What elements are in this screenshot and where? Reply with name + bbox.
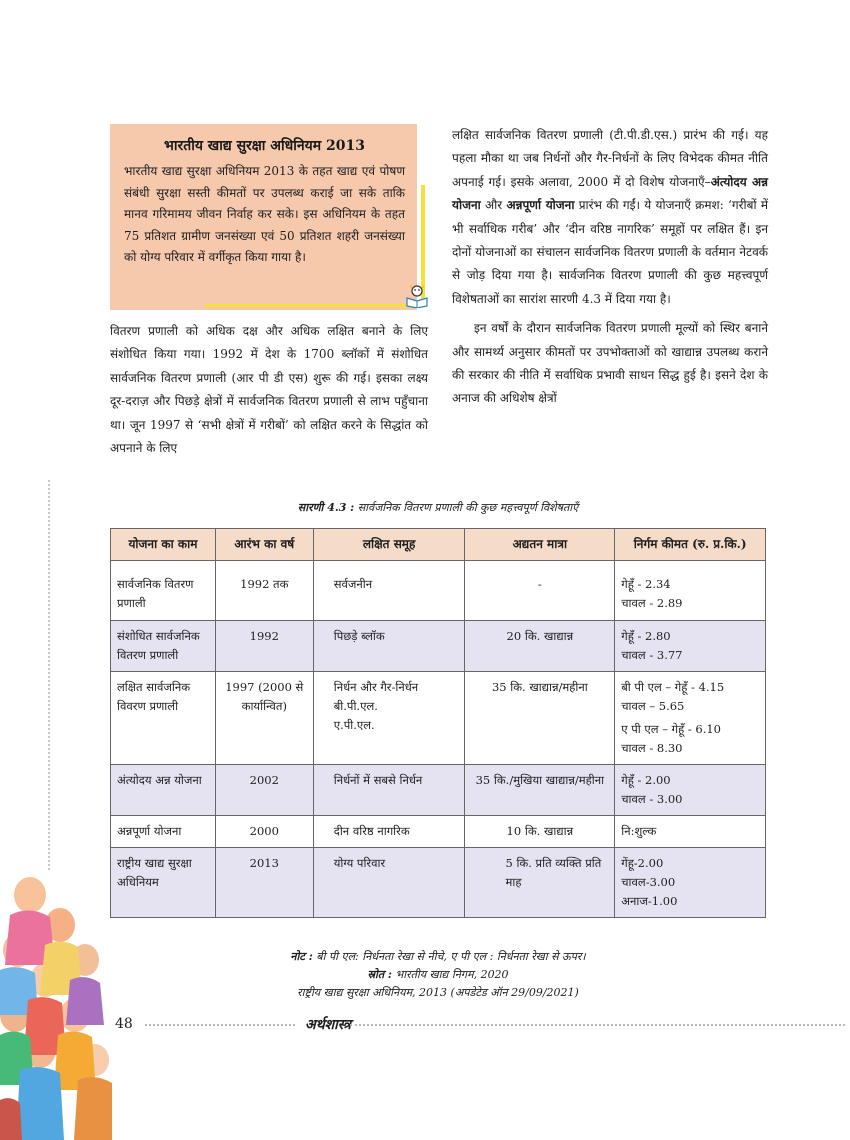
crowd-illustration — [0, 855, 112, 1140]
table-header-row — [111, 529, 766, 561]
cell-year: 1992 तक — [215, 561, 313, 621]
cell-qty: 10 कि. खाद्यान्न — [465, 816, 615, 848]
cell-group: सर्वजनीन — [313, 561, 465, 621]
right-paragraph-2: इन वर्षों के दौरान सार्वजनिक वितरण प्रणाली मूल्यों को स्थिर बनाने और सामर्थ्य अनुसार कीमतों पर उपभोक्ताओं को खाद्यान्न उपलब्ध कराने की सरकार की नीति में सर्वाधिक प्रभावी साधन सिद्ध हुई है। इसने देश के अनाज की अधिशेष क्षेत्रों — [452, 321, 768, 406]
cell-group: योग्य परिवार — [313, 848, 465, 918]
cell-price: बी पी एल – गेहूँ - 4.15 चावल – 5.65 ए पी एल – गेहूँ - 6.10 चावल - 8.30 — [615, 672, 766, 765]
source-line: स्रोत : भारतीय खाद्य निगम, 2020 — [367, 968, 509, 981]
cell-scheme: संशोधित सार्वजनिक वितरण प्रणाली — [111, 621, 216, 672]
table-row — [111, 765, 766, 816]
cell-scheme: लक्षित सार्वजनिक विवरण प्रणाली — [111, 672, 216, 765]
cell-year: 2002 — [215, 765, 313, 816]
source-line-2: राष्ट्रीय खाद्य सुरक्षा अधिनियम, 2013 (अपडेटेड ऑन 29/09/2021) — [297, 986, 579, 999]
cell-price: गेहूँ - 2.80 चावल - 3.77 — [615, 621, 766, 672]
left-column — [110, 320, 428, 460]
table-row — [111, 672, 766, 765]
cell-year: 2013 — [215, 848, 313, 918]
info-box — [110, 124, 417, 310]
cell-group: निर्धन और गैर-निर्धन बी.पी.एल. ए.पी.एल. — [313, 672, 465, 765]
table-row — [111, 816, 766, 848]
cell-qty: 5 कि. प्रति व्यक्ति प्रति माह — [465, 848, 615, 918]
annapurna-bold: अन्नपूर्णा योजना — [506, 198, 575, 213]
info-box-title: भारतीय खाद्य सुरक्षा अधिनियम 2013 — [164, 138, 365, 154]
info-box-body: भारतीय खाद्य सुरक्षा अधिनियम 2013 के तहत खाद्य एवं पोषण संबंधी सुरक्षा सस्ती कीमतों पर उपलब्ध कराई जा सके ताकि मानव गरिमामय जीवन निर्वाह कर सके। इस अधिनियम के तहत 75 प्रतिशत ग्रामीण जनसंख्या एवं 50 प्रतिशत शहरी जनसंख्या को योग्य परिवार में वर्गीकृत किया गाया है। — [124, 164, 405, 264]
cell-scheme: अंत्योदय अन्न योजना — [111, 765, 216, 816]
page-number: 48 — [115, 1016, 133, 1032]
cell-year: 1997 (2000 से कार्यान्वित) — [215, 672, 313, 765]
box-accent-underline — [205, 304, 421, 307]
footer-book-title: अर्थशास्त्र — [305, 1017, 351, 1033]
header-price: निर्गम कीमत (रु. प्र.कि.) — [615, 529, 766, 561]
header-group: लक्षित समूह — [313, 529, 465, 561]
cell-price: गेंहू-2.00 चावल-3.00 अनाज-1.00 — [615, 848, 766, 918]
cell-qty: - — [465, 561, 615, 621]
cell-qty: 35 कि./मुखिया खाद्यान्न/महीना — [465, 765, 615, 816]
cell-qty: 20 कि. खाद्यान्न — [465, 621, 615, 672]
note-line: नोट : बी पी एल: निर्धनता रेखा से नीचे, ए पी एल : निर्धनता रेखा से ऊपर। — [290, 950, 586, 963]
antyodaya-bold: अंत्योदय अन्न योजना — [452, 174, 769, 213]
cell-scheme: राष्ट्रीय खाद्य सुरक्षा अधिनियम — [111, 848, 216, 918]
right-column — [452, 124, 768, 411]
cell-group: दीन वरिष्ठ नागरिक — [313, 816, 465, 848]
footer-divider — [350, 1024, 845, 1026]
table-notes — [110, 948, 766, 1002]
table-caption — [110, 500, 766, 515]
cell-price: नि:शुल्क — [615, 816, 766, 848]
left-paragraph: वितरण प्रणाली को अधिक दक्ष और अधिक लक्षित बनाने के लिए संशोधित किया गया। 1992 में देश के 1700 ब्लॉकों में संशोधित सार्वजनिक वितरण प्रणाली (आर पी डी एस) शुरू की गई। इसका लक्ष्य दूर-दराज़ और पिछड़े क्षेत्रों में सार्वजनिक वितरण प्रणाली से लाभ पहुँचाना था। जून 1997 से ‘सभी क्षेत्रों में गरीबों’ को लक्षित करने के सिद्धांत को अपनाने के लिए — [110, 324, 428, 456]
header-quantity: अद्यतन मात्रा — [465, 529, 615, 561]
reader-icon — [404, 282, 430, 308]
table-caption-label: सारणी 4.3 : — [297, 501, 355, 514]
footer-divider — [145, 1024, 295, 1026]
table-row — [111, 848, 766, 918]
cell-price: गेहूँ - 2.34 चावल - 2.89 — [615, 561, 766, 621]
right-paragraph-1: लक्षित सार्वजनिक वितरण प्रणाली (टी.पी.डी.एस.) प्रारंभ की गई। यह पहला मौका था जब निर्धनों और गैर-निर्धनों के लिए विभेदक कीमत नीति अपनाई गई। इसके अलावा, 2000 में दो विशेष योजनाएँ–अंत्योदय अन्न योजना और अन्नपूर्णा योजना प्रारंभ की गईं। ये योजनाएँ क्रमश: ‘गरीबों में भी सर्वाधिक गरीब’ और ‘दीन वरिष्ठ नागरिक’ समूहों पर लक्षित हैं। इन दोनों योजनाओं का संचालन सार्वजनिक वितरण प्रणाली के वर्तमान नेटवर्क से जोड़ दिया गया है। सार्वजनिक वितरण प्रणाली की कुछ महत्त्वपूर्ण विशेषताओं का सारांश सारणी 4.3 में दिया गया है। — [452, 128, 769, 306]
pds-features-table — [110, 528, 766, 918]
cell-year: 2000 — [215, 816, 313, 848]
cell-group: निर्धनों में सबसे निर्धन — [313, 765, 465, 816]
table-row — [111, 561, 766, 621]
table-caption-text: सार्वजनिक वितरण प्रणाली की कुछ महत्त्वपूर्ण विशेषताएँ — [354, 501, 579, 514]
cell-price: गेहूँ - 2.00 चावल - 3.00 — [615, 765, 766, 816]
side-decorative-line — [48, 480, 50, 870]
cell-scheme: सार्वजनिक वितरण प्रणाली — [111, 561, 216, 621]
table-row — [111, 621, 766, 672]
cell-scheme: अन्नपूर्णा योजना — [111, 816, 216, 848]
header-year: आरंभ का वर्ष — [215, 529, 313, 561]
cell-qty: 35 कि. खाद्यान्न/महीना — [465, 672, 615, 765]
header-scheme: योजना का काम — [111, 529, 216, 561]
cell-group: पिछड़े ब्लॉक — [313, 621, 465, 672]
cell-year: 1992 — [215, 621, 313, 672]
